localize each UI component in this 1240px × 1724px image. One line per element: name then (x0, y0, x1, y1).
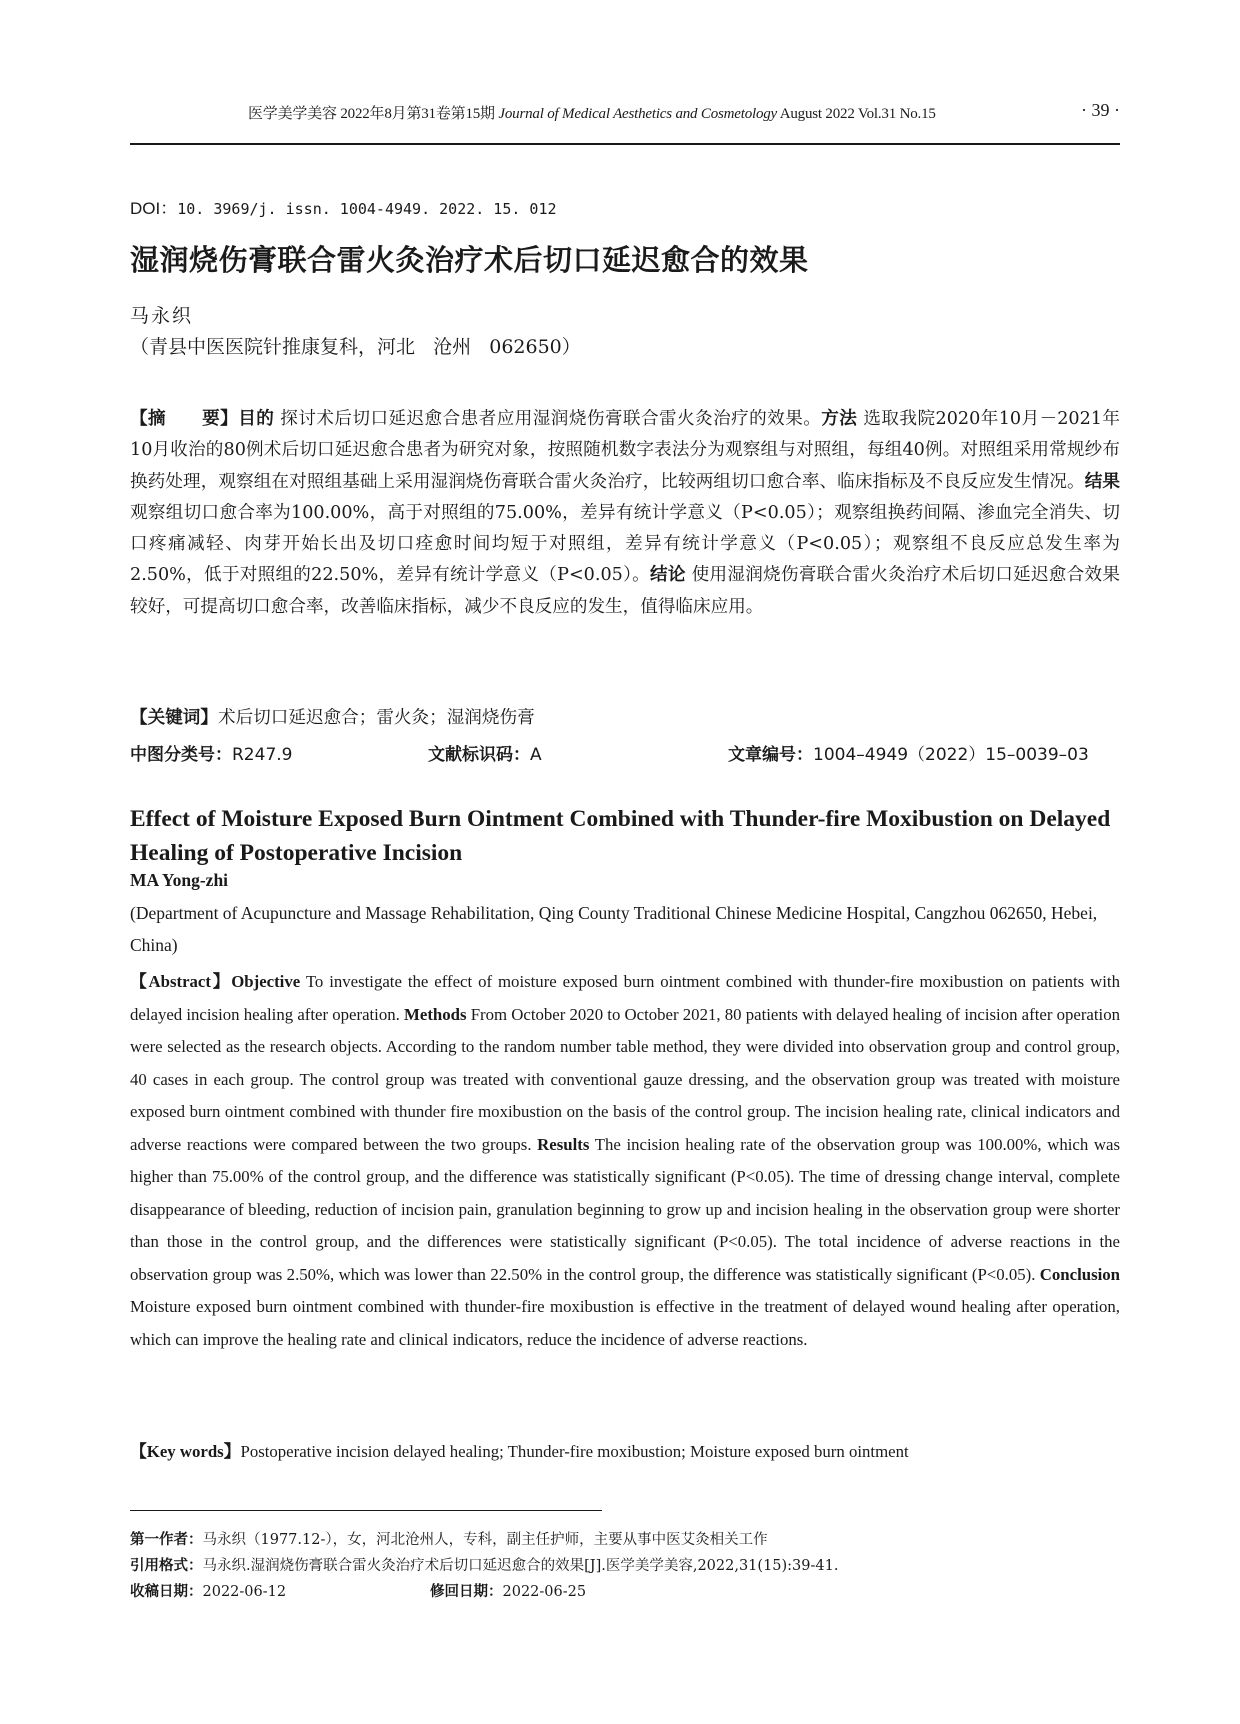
conclusion-text-en: Moisture exposed burn ointment combined with thunder-fire moxibustion is effective in the treatment of delayed wound healing after operation, which can improve the healing rate and clinical indicators, reduce the incidence of adverse reactions. (130, 1297, 1120, 1349)
journal-citation-line (248, 102, 936, 123)
objective-label-en: Objective (231, 972, 301, 991)
received-date (130, 1579, 430, 1605)
objective-text-en: To investigate the effect of moisture exposed burn ointment combined with thunder-fire moxibustion on patients with delayed incision healing after operation. (130, 972, 1120, 1024)
author-en: MA Yong-zhi (130, 870, 229, 890)
journal-name-cn: 医学美学美容 2022年8月第31卷第15期 (248, 106, 495, 122)
article-title-en: Effect of Moisture Exposed Burn Ointment Combined with Thunder-fire Moxibustion on Delayed Healing of Postoperative Incision (130, 806, 1111, 866)
methods-label-en: Methods (404, 1004, 467, 1024)
revised-date (430, 1584, 586, 1600)
footnote-rule (130, 1510, 602, 1511)
journal-name-en: Journal of Medical Aesthetics and Cosmetology (498, 106, 778, 122)
doi-line (130, 194, 557, 219)
header-rule (130, 143, 1120, 145)
keywords-cn (130, 704, 535, 729)
dates-note (130, 1579, 1120, 1605)
citation-text: 马永织.湿润烧伤膏联合雷火灸治疗术后切口延迟愈合的效果[J].医学美学美容,2022,31(15):39-41. (202, 1558, 839, 1574)
abstract-en (130, 966, 1120, 1356)
results-text-en: The incision healing rate of the observation group was 100.00%, which was higher than 75.00% of the control group, and the difference was statistically significant (P<0.05). The time of dressing change interval, complete disappearance of bleeding, reduction of incision pain, granulation beginning to grow up and incision healing in the observation group were shorter than those in the control group, and the differences were statistically significant (P<0.05). The total incidence of adverse reactions in the observation group was 2.50%, which was lower than 22.50% in the control group, the difference was statistically significant (P<0.05). (130, 1134, 1120, 1284)
abstract-label-en: 【Abstract】 (130, 972, 232, 991)
keywords-label-cn: 【关键词】 (130, 708, 218, 728)
results-label-cn: 结果 (1084, 471, 1120, 492)
affiliation-en: (Department of Acupuncture and Massage Rehabilitation, Qing County Traditional Chinese Medicine Hospital, Cangzhou 062650, Hebei, China) (130, 903, 1098, 955)
document-code (428, 740, 542, 765)
conclusion-label-cn: 结论 (650, 565, 686, 586)
received-label: 收稿日期： (130, 1584, 203, 1600)
keywords-label-en: 【Key words】 (130, 1442, 241, 1461)
objective-label-cn: 目的 (238, 409, 275, 429)
clc-number (130, 740, 292, 765)
citation-label: 引用格式： (130, 1558, 203, 1574)
objective-text-cn: 探讨术后切口延迟愈合患者应用湿润烧伤膏联合雷火灸治疗的效果。 (274, 409, 822, 429)
keywords-en (130, 1438, 1120, 1462)
abstract-cn (130, 404, 1120, 623)
received-value: 2022-06-12 (202, 1584, 287, 1600)
keywords-text-en: Postoperative incision delayed healing; Thunder-fire moxibustion; Moisture exposed burn ointment (240, 1442, 909, 1461)
conclusion-label-en: Conclusion (1039, 1264, 1120, 1284)
footnotes (130, 1527, 1120, 1605)
results-label-en: Results (537, 1134, 590, 1154)
article-number (728, 740, 1089, 765)
first-author-text: 马永织（1977.12-），女，河北沧州人，专科，副主任护师，主要从事中医艾灸相关工作 (202, 1532, 768, 1548)
methods-label-cn: 方法 (821, 409, 858, 429)
doc-code-label: 文献标识码： (428, 745, 530, 765)
first-author-label: 第一作者： (130, 1532, 203, 1548)
clc-value: R247.9 (232, 745, 293, 765)
clc-label: 中图分类号： (130, 745, 232, 765)
methods-text-en: From October 2020 to October 2021, 80 patients with delayed healing of incision after operation were selected as the research objects. According to the random number table method, they were divided into observation group and control group, 40 cases in each group. The control group was treated with conventional gauze dressing, and the observation group was treated with moisture exposed burn ointment combined with thunder fire moxibustion on the basis of the control group. The incision healing rate, clinical indicators and adverse reactions were compared between the two groups. (130, 1004, 1120, 1154)
article-no-label: 文章编号： (728, 745, 813, 765)
doi-value: 10. 3969/j. issn. 1004-4949. 2022. 15. 012 (177, 200, 557, 218)
classification-row (130, 740, 1120, 768)
first-author-note (130, 1527, 1120, 1553)
citation-note (130, 1553, 1120, 1579)
revised-label: 修回日期： (430, 1584, 503, 1600)
abstract-label-cn: 【摘 要】 (130, 409, 239, 429)
article-title-cn: 湿润烧伤膏联合雷火灸治疗术后切口延迟愈合的效果 (130, 243, 809, 277)
conclusion-text-cn: 使用湿润烧伤膏联合雷火灸治疗术后切口延迟愈合效果较好，可提高切口愈合率，改善临床指标，减少不良反应的发生，值得临床应用。 (130, 565, 1120, 617)
keywords-text-cn: 术后切口延迟愈合；雷火灸；湿润烧伤膏 (217, 708, 535, 728)
article-no-value: 1004–4949（2022）15–0039–03 (813, 745, 1089, 765)
doi-label: DOI： (130, 199, 178, 218)
doc-code-value: A (530, 745, 542, 765)
running-header (130, 100, 1120, 126)
journal-issue-en: August 2022 Vol.31 No.15 (779, 106, 936, 122)
author-cn: 马永织 (130, 305, 194, 327)
revised-value: 2022-06-25 (502, 1584, 587, 1600)
results-text-cn: 观察组切口愈合率为100.00%，高于对照组的75.00%，差异有统计学意义（P<0.05）；观察组换药间隔、渗血完全消失、切口疼痛减轻、肉芽开始长出及切口痊愈时间均短于对照组，差异有统计学意义（P<0.05）；观察组不良反应总发生率为2.50%，低于对照组的22.50%，差异有统计学意义（P<0.05）。 (130, 502, 1120, 586)
affiliation-cn: （青县中医医院针推康复科，河北 沧州 062650） (130, 336, 581, 358)
page-number: · 39 · (1081, 100, 1120, 120)
methods-text-cn: 选取我院2020年10月－2021年10月收治的80例术后切口延迟愈合患者为研究对象，按照随机数字表法分为观察组与对照组，每组40例。对照组采用常规纱布换药处理，观察组在对照组基础上采用湿润烧伤膏联合雷火灸治疗，比较两组切口愈合率、临床指标及不良反应发生情况。 (130, 409, 1120, 492)
